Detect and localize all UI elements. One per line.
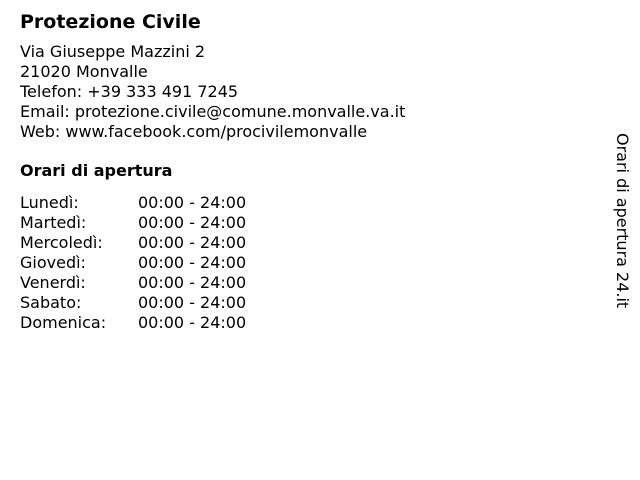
opening-hours-table — [20, 193, 246, 333]
hours-row — [20, 253, 246, 273]
contact-details — [20, 42, 580, 142]
time-range: 00:00 - 24:00 — [138, 273, 247, 292]
hours-row — [20, 293, 246, 313]
day-label: Domenica: — [20, 313, 107, 332]
phone-line: Telefon: +39 333 491 7245 — [20, 82, 239, 101]
hours-row — [20, 193, 246, 213]
day-label: Giovedì: — [20, 253, 86, 272]
time-range: 00:00 - 24:00 — [138, 233, 247, 252]
hours-row — [20, 213, 246, 233]
day-label: Venerdì: — [20, 273, 86, 292]
hours-row — [20, 273, 246, 293]
hours-row — [20, 233, 246, 253]
time-range: 00:00 - 24:00 — [138, 293, 247, 312]
day-label: Martedì: — [20, 213, 87, 232]
email-line: Email: protezione.civile@comune.monvalle.va.it — [20, 102, 406, 121]
business-name: Protezione Civile — [20, 11, 201, 33]
site-brand-watermark — [612, 133, 632, 311]
hours-row — [20, 313, 246, 333]
day-label: Mercoledì: — [20, 233, 103, 252]
time-range: 00:00 - 24:00 — [138, 193, 247, 212]
address-city: 21020 Monvalle — [20, 62, 148, 81]
day-label: Sabato: — [20, 293, 82, 312]
site-brand-text: Orari di apertura 24.it — [613, 133, 632, 309]
opening-hours-heading: Orari di apertura — [20, 161, 173, 180]
business-card — [20, 10, 580, 333]
day-label: Lunedì: — [20, 193, 79, 212]
web-line: Web: www.facebook.com/procivilemonvalle — [20, 122, 368, 141]
address-street: Via Giuseppe Mazzini 2 — [20, 42, 206, 61]
time-range: 00:00 - 24:00 — [138, 213, 247, 232]
time-range: 00:00 - 24:00 — [138, 313, 247, 332]
time-range: 00:00 - 24:00 — [138, 253, 247, 272]
